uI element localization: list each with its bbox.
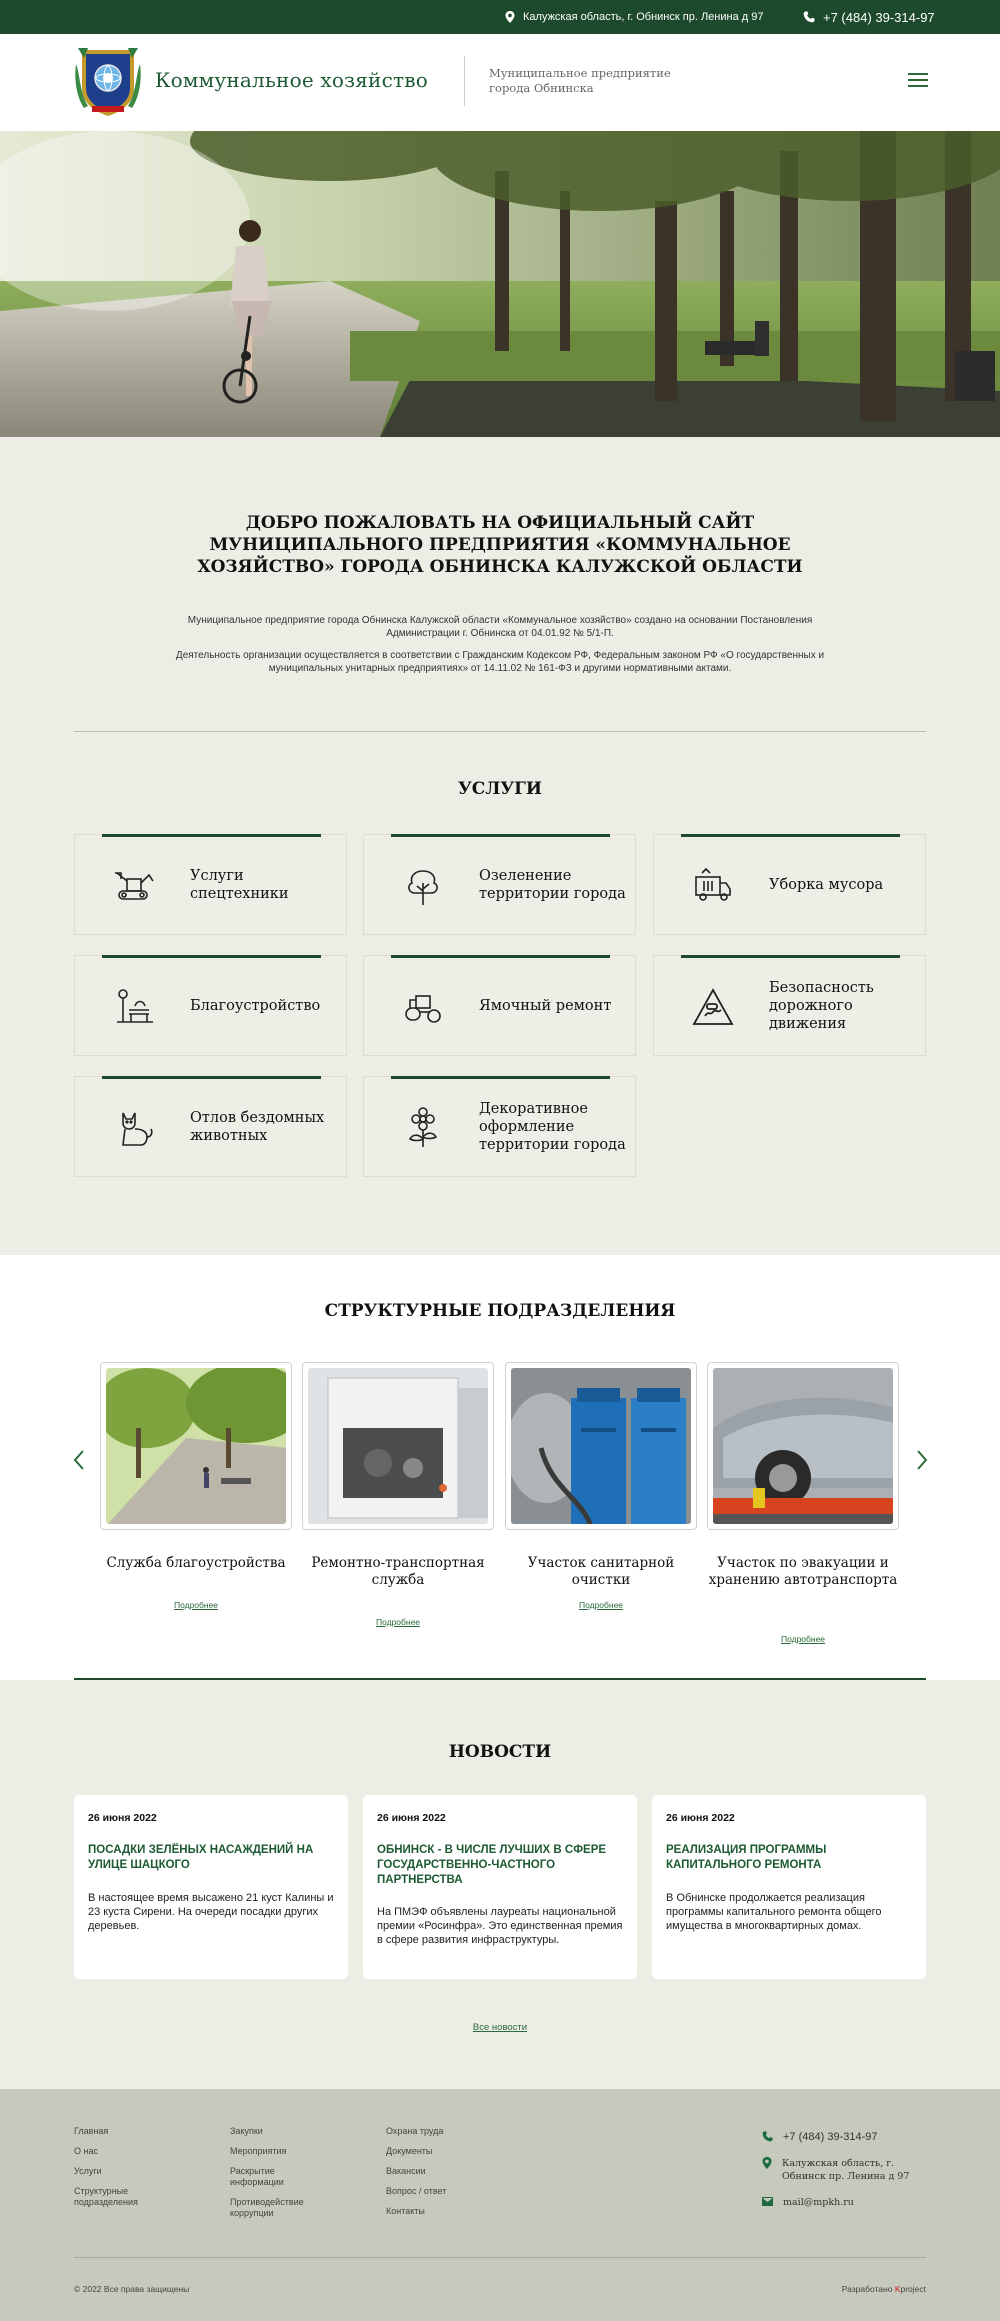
news-card[interactable] [74,1795,348,1979]
topbar-phone[interactable] [803,0,935,34]
service-label: Услуги спецтехники [190,867,289,902]
department-name: Служба благоустройства [106,1555,286,1571]
developer-credit-name: project [900,2284,926,2294]
footer-nav-column-3 [386,2126,446,2217]
news-title[interactable]: ОБНИНСК - В ЧИСЛЕ ЛУЧШИХ В СФЕРЕ ГОСУДАРСТВЕННО-ЧАСТНОГО ПАРТНЕРСТВА [377,1844,607,1886]
tree-icon [402,865,444,907]
menu-burger-icon[interactable] [908,73,928,91]
department-name: Ремонтно-транспортная служба [311,1555,485,1588]
footer-phone[interactable] [762,2131,877,2143]
news-excerpt: В Обнинске продолжается реализация программы капитального ремонта общего имущества в многоквартирных домах. [666,1892,882,1932]
news-title[interactable]: ПОСАДКИ ЗЕЛЁНЫХ НАСАЖДЕНИЙ НА УЛИЦЕ ШАЦКОГО [88,1844,314,1871]
welcome-text-1: Муниципальное предприятие города Обнинска Калужской области «Коммунальное хозяйство» создано на основании Постановления Администрации г. Обнинска от 04.01.92 № 5/1-П. [187,615,813,639]
footer-link-departments[interactable]: Структурные подразделения [74,2186,138,2207]
service-card-greening[interactable] [363,834,636,935]
footer-nav-column-1 [74,2126,154,2208]
copyright: © 2022 Все права защищены [74,2284,190,2294]
news-excerpt: В настоящее время высажено 21 куст Калины и 23 куста Сирени. На очереди посадки других деревьев. [88,1892,334,1932]
footer-email-text: mail@mpkh.ru [783,2197,854,2208]
footer-link-disclosure[interactable]: Раскрытие информации [230,2166,284,2187]
road-roller-icon [402,986,444,1028]
department-more-link[interactable]: Подробнее [173,1600,219,1610]
phone-icon [762,2131,773,2142]
footer-link-documents[interactable]: Документы [386,2146,433,2156]
department-photo-transport[interactable] [302,1362,494,1530]
footer-address [762,2157,912,2183]
site-title[interactable]: Коммунальное хозяйство [155,68,428,92]
service-label: Уборка мусора [769,876,884,893]
header-divider [464,56,465,106]
location-pin-icon [762,2157,772,2169]
department-photo-evacuation[interactable] [707,1362,899,1530]
footer-link-home[interactable]: Главная [74,2126,109,2136]
department-more-link[interactable]: Подробнее [780,1634,826,1644]
garbage-truck-icon [692,865,734,907]
news-heading: НОВОСТИ [448,1742,552,1762]
footer-phone-text: +7 (484) 39-314-97 [783,2131,878,2143]
service-card-animal-catching[interactable] [74,1076,347,1177]
department-name: Участок санитарной очистки [527,1555,675,1588]
carousel-next-arrow-icon[interactable] [915,1449,929,1471]
service-label: Безопасность дорожного движения [769,979,874,1032]
header [0,34,1000,131]
developer-credit[interactable] [842,2284,926,2294]
departments-divider [74,1678,926,1680]
footer-link-faq[interactable]: Вопрос / ответ [386,2186,447,2196]
footer-divider [74,2257,926,2258]
topbar-address-text: Калужская область, г. Обнинск пр. Ленина д 97 [523,11,764,23]
footer-nav-column-2 [230,2126,320,2219]
service-card-pothole-repair[interactable] [363,955,636,1056]
service-card-decoration[interactable] [363,1076,636,1177]
section-divider [74,731,926,732]
departments-heading: СТРУКТУРНЫЕ ПОДРАЗДЕЛЕНИЯ [324,1301,676,1321]
service-card-garbage-collection[interactable] [653,834,926,935]
department-more-link[interactable]: Подробнее [578,1600,624,1610]
all-news-link[interactable]: Все новости [472,2022,528,2033]
footer-link-vacancies[interactable]: Вакансии [386,2166,426,2176]
flower-icon [402,1107,444,1149]
footer-email[interactable] [762,2197,854,2208]
news-card[interactable] [652,1795,926,1979]
topbar-phone-text: +7 (484) 39-314-97 [823,9,935,25]
city-coat-of-arms-logo[interactable] [74,44,142,118]
service-label: Декоративное оформление территории города [479,1100,626,1153]
footer-link-events[interactable]: Мероприятия [230,2146,287,2156]
developer-credit-prefix: Разработано [841,2284,895,2294]
footer-link-purchases[interactable]: Закупки [230,2126,263,2136]
top-bar [0,0,1000,34]
location-pin-icon [505,11,515,23]
phone-icon [803,11,815,23]
carousel-prev-arrow-icon[interactable] [72,1449,86,1471]
footer [0,2089,1000,2321]
department-photo-improvement[interactable] [100,1362,292,1530]
road-warning-sign-icon [692,986,734,1028]
service-card-improvement[interactable] [74,955,347,1056]
services-heading: УСЛУГИ [458,779,542,799]
news-date: 26 июня 2022 [666,1812,735,1824]
news-date: 26 июня 2022 [88,1812,157,1824]
department-more-link[interactable]: Подробнее [375,1617,421,1627]
mail-icon [762,2197,773,2206]
news-excerpt: На ПМЭФ объявлены лауреаты национальной премии «Росинфра». Это единственная премия в сфере развития инфраструктуры. [377,1906,623,1946]
developer-credit-k: K [894,2284,901,2294]
welcome-heading: ДОБРО ПОЖАЛОВАТЬ НА ОФИЦИАЛЬНЫЙ САЙТ МУНИЦИПАЛЬНОГО ПРЕДПРИЯТИЯ «КОММУНАЛЬНОЕ ХОЗЯЙСТВО» ГОРОДА ОБНИНСКА КАЛУЖСКОЙ ОБЛАСТИ [197,513,803,577]
service-label: Благоустройство [190,997,321,1014]
service-card-road-safety[interactable] [653,955,926,1056]
site-subtitle: Муниципальное предприятие города Обнинска [489,66,671,95]
hero-image [0,131,1000,437]
park-bench-icon [113,986,155,1028]
footer-link-contacts[interactable]: Контакты [386,2206,425,2216]
footer-address-text: Калужская область, г. Обнинск пр. Ленина д 97 [782,2158,910,2182]
footer-link-about[interactable]: О нас [74,2146,98,2156]
cat-icon [113,1107,155,1149]
news-title[interactable]: РЕАЛИЗАЦИЯ ПРОГРАММЫ КАПИТАЛЬНОГО РЕМОНТА [666,1844,827,1871]
service-label: Отлов бездомных животных [190,1109,325,1144]
footer-link-anticorruption[interactable]: Противодействие коррупции [230,2197,304,2218]
footer-link-services[interactable]: Услуги [74,2166,102,2176]
topbar-address [505,0,763,34]
excavator-icon [113,865,155,907]
service-label: Ямочный ремонт [479,997,612,1014]
department-name: Участок по эвакуации и хранению автотранспорта [708,1555,898,1588]
footer-link-labor-safety[interactable]: Охрана труда [386,2126,444,2136]
park-cyclist-photo [0,131,1000,437]
news-card[interactable] [363,1795,637,1979]
welcome-text-2: Деятельность организации осуществляется в соответствии с Гражданским Кодексом РФ, Федеральным законом РФ «О государственных и муниципальных унитарных предприятиях» от 14.11.02 № 161-ФЗ и другими нормативными актами. [175,650,825,674]
service-card-special-equipment[interactable] [74,834,347,935]
service-label: Озеленение территории города [479,867,626,902]
news-date: 26 июня 2022 [377,1812,446,1824]
department-photo-sanitation[interactable] [505,1362,697,1530]
